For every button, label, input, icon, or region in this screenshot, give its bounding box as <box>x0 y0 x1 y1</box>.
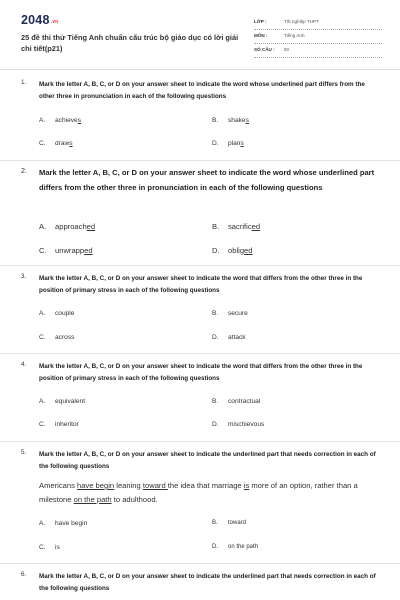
question-prompt: Mark the letter A, B, C, or D on your answer sheet to indicate the word whose underlined part differs from the other three in pronunciation in each of the following questions <box>39 81 365 100</box>
answer-option-a[interactable]: A. couple <box>39 310 75 317</box>
site-logo[interactable] <box>21 13 58 27</box>
answer-option-d[interactable]: D. attack <box>212 334 246 341</box>
underlined-part-b: toward <box>142 481 168 490</box>
question-number: 3. <box>21 273 27 280</box>
answer-option-d[interactable]: D. obliged <box>212 246 253 255</box>
underlined-part-c: is <box>243 481 250 490</box>
answer-option-a[interactable]: A. approached <box>39 222 96 231</box>
logo-suffix: .vn <box>50 19 59 25</box>
meta-value: 50 <box>284 47 290 52</box>
answer-option-d[interactable]: D. on the path <box>212 544 259 550</box>
answer-option-d[interactable]: D. plans <box>212 140 244 147</box>
question-number: 1. <box>21 79 27 86</box>
question-prompt: Mark the letter A, B, C, or D on your answer sheet to indicate the underlined part that needs correction in each of the following questions <box>39 573 376 592</box>
header-divider <box>0 69 400 70</box>
logo-text: 2048 <box>21 13 50 27</box>
question-divider <box>0 160 400 161</box>
answer-option-b[interactable]: B. secure <box>212 310 248 317</box>
document-title: 25 đề thi thử Tiếng Anh chuẩn cấu trúc bộ giáo dục có lời giải chi tiết(p21) <box>21 33 239 53</box>
question-divider <box>0 441 400 442</box>
question-number: 4. <box>21 361 27 368</box>
question-prompt: Mark the letter A, B, C, or D on your answer sheet to indicate the word whose underlined part differs from the other three in pronunciation in each of the following questions <box>39 168 375 192</box>
question-number: 6. <box>21 571 27 578</box>
meta-row-class <box>254 16 382 30</box>
question-prompt: Mark the letter A, B, C, or D on your answer sheet to indicate the word that differs from the other three in the position of primary stress in each of the following questions <box>39 363 363 382</box>
answer-option-b[interactable]: B. sacrificed <box>212 222 261 231</box>
answer-option-a[interactable]: A. equivalent <box>39 398 86 405</box>
meta-key: LỚP : <box>254 19 267 24</box>
answer-option-b[interactable]: B. contractual <box>212 398 261 405</box>
underlined-part-d: on the path <box>73 494 112 504</box>
answer-option-c[interactable]: C. draws <box>39 140 73 147</box>
answer-option-a[interactable]: A. have begin <box>39 520 88 527</box>
answer-option-c[interactable]: C. unwrapped <box>39 246 93 255</box>
page-header <box>0 0 400 70</box>
answer-option-b[interactable]: B. shakes <box>212 117 249 124</box>
meta-key: MÔN : <box>254 33 268 38</box>
meta-row-count <box>254 44 382 58</box>
answer-option-c[interactable]: C. is <box>39 544 60 551</box>
question-number: 5. <box>21 449 27 456</box>
meta-row-subject <box>254 30 382 44</box>
answer-option-c[interactable]: C. across <box>39 334 75 341</box>
answer-option-b[interactable]: B. toward <box>212 520 247 526</box>
answer-option-a[interactable]: A. achieves <box>39 117 82 124</box>
question-divider <box>0 265 400 266</box>
meta-key: SỐ CÂU : <box>254 47 275 52</box>
answer-option-c[interactable]: C. inheritor <box>39 421 79 428</box>
question-prompt: Mark the letter A, B, C, or D on your answer sheet to indicate the underlined part that needs correction in each of the following questions <box>39 451 376 470</box>
underlined-part-a: have begin <box>76 481 115 490</box>
question-sentence: Americans have begin leaning toward the idea that marriage is more of an option, rather than a milestone on the path to adulthood. <box>39 481 358 504</box>
question-prompt: Mark the letter A, B, C, or D on your answer sheet to indicate the word that differs from the other three in the position of primary stress in each of the following questions <box>39 275 363 294</box>
question-divider <box>0 353 400 354</box>
answer-option-d[interactable]: D. mischievous <box>212 421 265 428</box>
question-number: 2. <box>21 166 27 175</box>
meta-value: Tiếng Anh <box>284 33 305 38</box>
question-divider <box>0 563 400 564</box>
meta-value: Tốt nghiệp THPT <box>284 19 319 24</box>
